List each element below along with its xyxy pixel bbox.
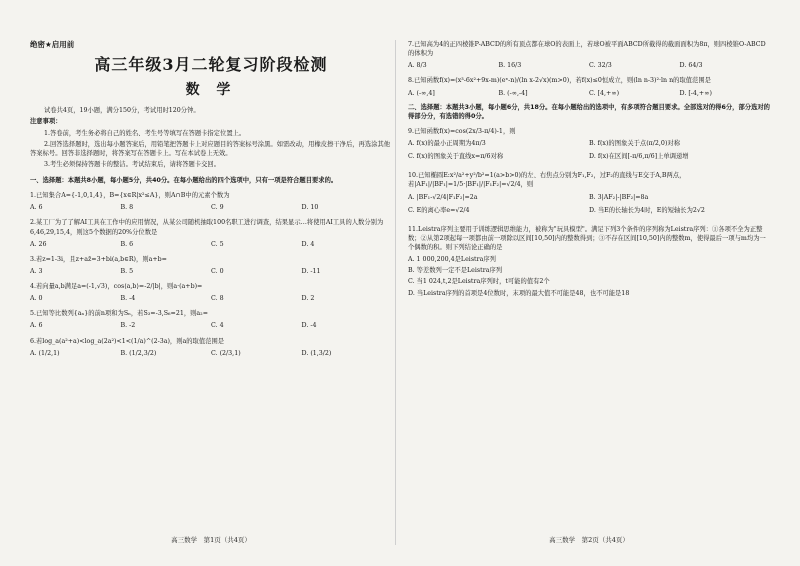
question-10-stem: 10.已知椭圆E:x²/a²+y²/b²=1(a>b>0)的左、右焦点分别为F₁,F₂，过F₂的直线与E交于A,B两点，若|AF₁|/|BF₁|=1/5·|BF₁|/|F₁F₂|=√2/4，则 <box>408 172 686 189</box>
option-a: A. |BF₁-√2/4|F₁F₂|=2a <box>408 193 478 201</box>
option-b: B. 3|AF₂|-|BF₂|=8a <box>589 193 649 201</box>
question-5 <box>30 309 392 330</box>
question-11 <box>408 225 770 298</box>
option-c: C. E的离心率e=√2/4 <box>408 206 470 214</box>
notes-title: 注意事项： <box>30 118 62 126</box>
option-c: C. 0 <box>211 267 224 275</box>
question-5-stem: 5.已知等比数列{aₙ}的前n项和为Sₙ，若S₃=-3,S₆=21，则a₂= <box>30 310 208 318</box>
option-a: A. 8/3 <box>408 62 427 70</box>
question-1 <box>30 191 392 212</box>
secret-label: 绝密★启用前 <box>30 40 75 49</box>
option-a: A. 0 <box>30 295 43 303</box>
option-c: C. f(x)的图象关于直线x=π/6对称 <box>408 153 504 161</box>
option-b: B. 等差数列一定不是Leistra序列 <box>408 267 503 275</box>
question-4-stem: 4.若向量a,b满足a=(-1,√3)，cos⟨a,b⟩=-2/|b|，则a·(a+b)= <box>30 283 203 291</box>
question-6-options <box>30 349 392 358</box>
option-b: B. (1/2,3/2) <box>120 349 157 357</box>
note-3: 3.考生必须保持答题卡的整洁。考试结束后，请将答题卡交回。 <box>44 160 221 168</box>
section-1-heading: 一、选择题：本题共8小题，每小题5分，共40分。在每小题给出的四个选项中，只有一项是符合题目要求的。 <box>30 177 338 185</box>
question-2-options <box>30 240 392 249</box>
question-10 <box>408 171 770 219</box>
page-divider <box>395 40 396 545</box>
option-d: D. -11 <box>301 267 321 275</box>
option-b: B. -4 <box>120 295 136 303</box>
question-2 <box>30 218 392 248</box>
question-4-options <box>30 294 392 303</box>
question-7-options <box>408 61 770 70</box>
exam-intro: 试卷共4页，19小题，满分150分，考试用时120分钟。 <box>44 107 200 115</box>
option-b: B. 5 <box>120 267 134 275</box>
option-b: B. 16/3 <box>498 62 522 70</box>
question-2-stem: 2.某工厂为了了解AI工具在工作中的应用情况，从某公司随机抽取100名职工进行调查，结果显示…将使用AI工具的人数分别为6,46,29,15,4，则这5个数据的20%分位数是 <box>30 219 384 236</box>
option-c: C. 32/3 <box>589 62 612 70</box>
question-9-stem: 9.已知函数f(x)=cos(2x/3-π/4)-1，则 <box>408 127 516 135</box>
option-c: C. [4,+∞) <box>589 89 620 97</box>
option-b: B. f(x)的图象关于点(π/2,0)对称 <box>589 140 680 147</box>
page-2-footer: 高三数学 第2页（共4页） <box>549 535 629 544</box>
option-d: D. [-4,+∞) <box>679 89 712 97</box>
question-5-options <box>30 321 392 330</box>
option-d: D. f(x)在区间[-π/6,π/6]上单调递增 <box>589 153 689 161</box>
question-8-stem: 8.已知函数f(x)=(x³-6x²+9x-m)(eˣ-n)/(ln x-2√x)(m>0)，若f(x)≤0恒成立，则(ln n-3)²·ln n的取值范围是 <box>408 77 711 85</box>
option-a: A. 26 <box>30 240 47 248</box>
question-10-options <box>408 193 770 219</box>
option-a: A. 6 <box>30 204 43 212</box>
question-9 <box>408 127 770 165</box>
option-a: A. f(x)的最小正周期为4π/3 <box>408 140 486 147</box>
question-3-options <box>30 267 392 276</box>
question-7 <box>408 40 770 70</box>
page-1-footer: 高三数学 第1页（共4页） <box>171 535 251 544</box>
option-c: C. (2/3,1) <box>211 349 241 357</box>
option-d: D. 当E的长轴长为4时，E的短轴长为2√2 <box>589 206 705 214</box>
option-a: A. (-∞,4] <box>408 89 435 97</box>
option-a: A. 3 <box>30 267 43 275</box>
option-a: A. (1/2,1) <box>30 349 60 357</box>
question-8-options <box>408 89 770 98</box>
option-b: B. 6 <box>120 240 134 248</box>
question-6 <box>30 337 392 358</box>
page-1 <box>30 40 392 545</box>
note-2: 2.回答选择题时，选出每小题答案后，用铅笔把答题卡上对应题目的答案标号涂黑。如需改动，用橡皮擦干净后，再选涂其他答案标号。回答非选择题时，将答案写在答题卡上。写在本试卷上无效。 <box>30 140 391 157</box>
question-8 <box>408 76 770 97</box>
option-d: D. -4 <box>301 322 317 330</box>
exam-subject: 数 学 <box>185 82 237 99</box>
question-11-stem: 11.Leistra序列主要用于训练逻辑思维能力，被称为"玩具模型"。满足下列3个条件的序列称为Leistra序列：①各项不全为正整数；②从第2项起每一项都由前一项除以区间[10,50]内的整数得到；③不存在区间[10,50]内的整数m，使得最后一项与m均为一个偶数的积。则下列结论正确的是 <box>408 225 766 251</box>
question-3 <box>30 255 392 276</box>
option-b: B. 8 <box>120 204 134 212</box>
question-6-stem: 6.若log_a(a²+a)<log_a(2a²)<1<(1/a)^(2-3a)，则a的取值范围是 <box>30 337 225 345</box>
option-d: D. 10 <box>301 204 319 212</box>
question-1-stem: 1.已知集合A={-1,0,1,4}，B={x∈R|x²≤A}，则A∩B中的元素个数为 <box>30 192 230 200</box>
question-4 <box>30 282 392 303</box>
option-d: D. 2 <box>301 295 315 303</box>
question-7-stem: 7.已知高为4的正四棱锥P-ABCD的所有顶点都在球O的表面上，若球O被平面ABCD所截得的截面面积为8π，则四棱锥O-ABCD的体积为 <box>408 41 766 58</box>
option-c: C. 5 <box>211 240 224 248</box>
question-1-options <box>30 203 392 212</box>
exam-title: 高三年级3月二轮复习阶段检测 <box>94 54 328 74</box>
section-2-heading: 二、选择题：本题共3小题，每小题6分，共18分。在每小题给出的选项中，有多项符合题目要求。全部选对的得6分，部分选对的得部分分，有选错的得0分。 <box>408 103 770 120</box>
page-2 <box>408 40 770 545</box>
option-a: A. 1 000,200,4是Leistra序列 <box>408 256 496 264</box>
option-b: B. (-∞,-4] <box>498 89 528 97</box>
question-9-options <box>408 139 770 165</box>
option-a: A. 6 <box>30 322 43 330</box>
option-d: D. 4 <box>301 240 315 248</box>
option-c: C. 8 <box>211 295 224 303</box>
option-d: D. (1,3/2) <box>301 349 332 357</box>
option-b: B. -2 <box>120 322 136 330</box>
option-d: D. 当Leistra序列的首项是4位数时，末项的最大值不可能是48，也不可能是18 <box>408 289 630 297</box>
option-c: C. 4 <box>211 322 224 330</box>
option-c: C. 当1 024,t,2是Leistra序列时，t可能的值有2个 <box>408 278 550 286</box>
note-1: 1.答卷前，考生务必将自己的姓名、考生号等填写在答题卡指定位置上。 <box>44 129 246 137</box>
option-c: C. 9 <box>211 204 224 212</box>
question-11-options <box>408 255 770 298</box>
question-3-stem: 3.若z=1-3i，且z+az̄=3+bi(a,b∈R)，则a+b= <box>30 255 167 263</box>
option-d: D. 64/3 <box>679 62 703 70</box>
